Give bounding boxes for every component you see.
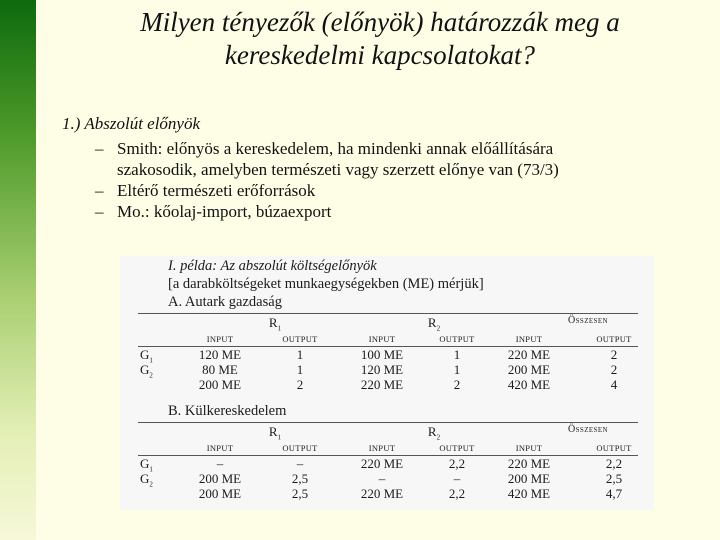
table-cell: 2 xyxy=(610,362,618,377)
table-cell: 2 xyxy=(610,347,618,362)
bullet-list xyxy=(95,138,695,222)
table-cell: 200 ME xyxy=(198,486,242,501)
table-cell: 220 ME xyxy=(360,456,404,471)
group-header: $R_2$ xyxy=(427,315,441,333)
input-column-header: INPUT xyxy=(368,334,396,344)
table-cell: 2,2 xyxy=(605,456,623,471)
bullet-item xyxy=(95,138,695,180)
output-column-header: OUTPUT xyxy=(282,443,318,453)
input-column-header: INPUT xyxy=(515,334,543,344)
table-cell: 220 ME xyxy=(360,486,404,501)
table-cell: 220 ME xyxy=(507,347,551,362)
table-cell: 4,7 xyxy=(605,486,623,501)
bullet-dash: – xyxy=(95,139,104,158)
output-column-header: OUTPUT xyxy=(439,443,475,453)
decorative-left-band xyxy=(0,0,36,540)
table-cell: – xyxy=(453,471,461,486)
output-column-header: OUTPUT xyxy=(282,334,318,344)
scanned-cost-table xyxy=(120,256,654,510)
table-cell: 80 ME xyxy=(202,362,238,377)
slide-title-line-2: kereskedelmi kapcsolatokat? xyxy=(224,40,536,70)
section-a-heading: A. Autark gazdaság xyxy=(168,294,282,310)
input-column-header: INPUT xyxy=(206,443,234,453)
table-cell: 2 xyxy=(296,377,304,392)
table-cell: 2,2 xyxy=(448,486,466,501)
group-header: $R_1$ xyxy=(268,424,282,442)
scan-subtitle: [a darabköltségeket munkaegységekben (ME) mérjük] xyxy=(168,276,484,292)
table-cell: – xyxy=(216,456,224,471)
bullet-text-continued: szakosodik, amelyben természeti vagy szerzett előnye van (73/3) xyxy=(117,160,559,179)
bullet-item xyxy=(95,180,695,201)
table-cell: 200 ME xyxy=(198,471,242,486)
output-column-header: OUTPUT xyxy=(596,443,632,453)
table-cell: 200 ME xyxy=(507,362,551,377)
table-cell: 2 xyxy=(453,377,461,392)
table-cell: 100 ME xyxy=(360,347,404,362)
table-cell: 1 xyxy=(453,362,461,377)
bullet-text: Mo.: kőolaj-import, búzaexport xyxy=(117,202,332,221)
table-cell: 220 ME xyxy=(507,456,551,471)
scan-title: I. példa: Az abszolút költségelőnyök xyxy=(168,258,377,274)
bullet-dash: – xyxy=(95,202,104,221)
group-header: Összesen xyxy=(568,315,608,326)
output-column-header: OUTPUT xyxy=(439,334,475,344)
table-cell: 2,2 xyxy=(448,456,466,471)
table-cell: 2,5 xyxy=(291,486,309,501)
input-column-header: INPUT xyxy=(515,443,543,453)
row-label: $G_2$ xyxy=(140,471,153,489)
input-column-header: INPUT xyxy=(368,443,396,453)
table-cell: 200 ME xyxy=(198,377,242,392)
bullet-text: Eltérő természeti erőforrások xyxy=(117,181,316,200)
section-heading: 1.) Abszolút előnyök xyxy=(62,114,201,133)
bullet-item xyxy=(95,201,695,222)
table-cell: – xyxy=(378,471,386,486)
row-label: $G_1$ xyxy=(140,347,153,365)
table-cell: 1 xyxy=(296,347,304,362)
bullet-dash: – xyxy=(95,181,104,200)
row-label: $G_1$ xyxy=(140,456,153,474)
input-column-header: INPUT xyxy=(206,334,234,344)
table-cell: 220 ME xyxy=(360,377,404,392)
group-header: Összesen xyxy=(568,424,608,435)
table-cell: 120 ME xyxy=(198,347,242,362)
table-cell: 200 ME xyxy=(507,471,551,486)
table-cell: 1 xyxy=(296,362,304,377)
slide-title xyxy=(60,6,700,72)
table-rule xyxy=(138,422,638,423)
section-b-heading: B. Külkereskedelem xyxy=(168,403,287,419)
bullet-text: Smith: előnyös a kereskedelem, ha mindenki annak előállítására xyxy=(117,139,554,158)
table-cell: 4 xyxy=(610,377,618,392)
slide-title-line-1: Milyen tényezők (előnyök) határozzák meg a xyxy=(140,7,620,37)
table-cell: 2,5 xyxy=(605,471,623,486)
row-label: $G_2$ xyxy=(140,362,153,380)
group-header: $R_1$ xyxy=(268,315,282,333)
output-column-header: OUTPUT xyxy=(596,334,632,344)
table-rule xyxy=(138,313,638,314)
table-cell: 120 ME xyxy=(360,362,404,377)
table-cell: – xyxy=(296,456,304,471)
table-cell: 420 ME xyxy=(507,377,551,392)
group-header: $R_2$ xyxy=(427,424,441,442)
table-cell: 2,5 xyxy=(291,471,309,486)
table-cell: 1 xyxy=(453,347,461,362)
table-cell: 420 ME xyxy=(507,486,551,501)
